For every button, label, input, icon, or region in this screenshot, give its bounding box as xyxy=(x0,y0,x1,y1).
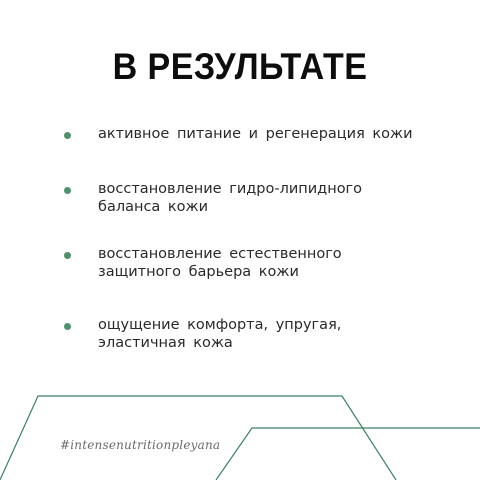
list-item-text: восстановление естественного защитного барьера кожи xyxy=(98,246,342,280)
list-item-text: активное питание и регенерация кожи xyxy=(98,126,413,142)
corner-line xyxy=(216,428,480,480)
list-item-text: восстановление гидро-липидного баланса кожи xyxy=(98,181,363,215)
page-title: В РЕЗУЛЬТАТЕ xyxy=(112,46,368,87)
list-item-text: ощущение комфорта, упругая, эластичная кожа xyxy=(98,317,342,351)
hashtag-text: #intensenutritionpleyana xyxy=(60,438,221,452)
